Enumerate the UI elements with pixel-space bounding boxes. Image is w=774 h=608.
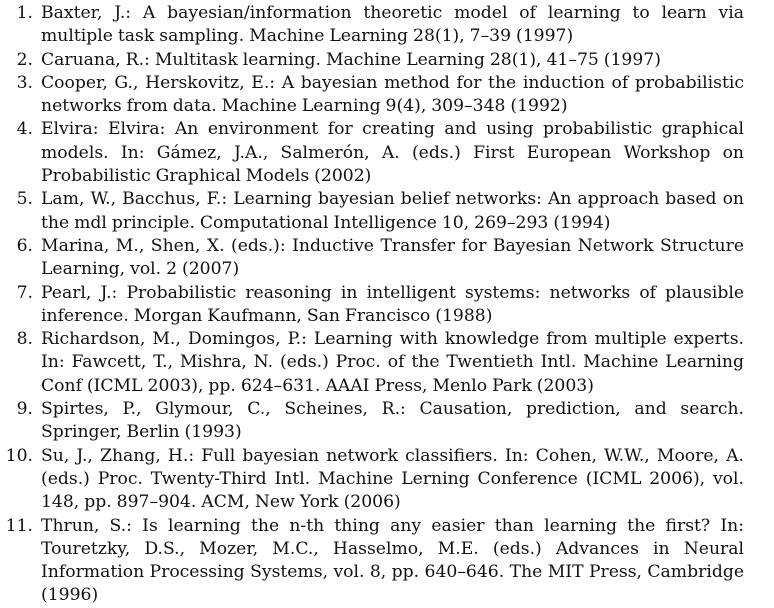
reference-number: 4. <box>16 119 33 140</box>
reference-item <box>0 118 774 188</box>
reference-text: Elvira: Elvira: An environment for creating and using probabilistic graphical models. In: Gámez, J.A., Salmerón, A. (eds.) First European Workshop on Probabilistic Graphical Models (2002) <box>41 119 744 187</box>
reference-text: Baxter, J.: A bayesian/information theoretic model of learning to learn via multiple task sampling. Machine Learning 28(1), 7–39 (1997) <box>41 3 744 47</box>
reference-number: 6. <box>16 235 33 256</box>
reference-item <box>0 515 774 608</box>
reference-list <box>0 2 774 608</box>
reference-text: Spirtes, P., Glymour, C., Scheines, R.: Causation, prediction, and search. Springer, Berlin (1993) <box>41 399 744 443</box>
reference-text: Su, J., Zhang, H.: Full bayesian network classifiers. In: Cohen, W.W., Moore, A. (eds.) Proc. Twenty-Third Intl. Machine Lerning Conference (ICML 2006), vol. 148, pp. 897–904. ACM, New York (2006) <box>41 445 744 513</box>
reference-number: 2. <box>16 49 33 70</box>
reference-number: 8. <box>16 329 33 350</box>
reference-number: 5. <box>16 189 33 210</box>
reference-item <box>0 49 774 72</box>
reference-item <box>0 188 774 235</box>
reference-text: Lam, W., Bacchus, F.: Learning bayesian belief networks: An approach based on the mdl principle. Computational Intelligence 10, 269–293 (1994) <box>41 189 744 233</box>
reference-number: 11. <box>5 515 33 536</box>
reference-text: Caruana, R.: Multitask learning. Machine Learning 28(1), 41–75 (1997) <box>41 49 661 70</box>
reference-text: Cooper, G., Herskovitz, E.: A bayesian method for the induction of probabilistic networks from data. Machine Learning 9(4), 309–348 (1992) <box>41 72 744 117</box>
reference-item <box>0 2 774 49</box>
reference-number: 3. <box>16 72 33 93</box>
reference-number: 7. <box>16 282 33 303</box>
reference-number: 1. <box>16 3 33 23</box>
reference-number: 9. <box>16 399 33 420</box>
reference-item <box>0 72 774 119</box>
reference-item <box>0 445 774 515</box>
reference-text: Thrun, S.: Is learning the n-th thing any easier than learning the first? In: Touretzky, D.S., Mozer, M.C., Hasselmo, M.E. (eds.) Advances in Neural Information Processing Systems, vol. 8, pp. 640–646. The MIT Press, Cambridge (1996) <box>41 515 744 606</box>
reference-number: 10. <box>5 445 33 466</box>
reference-text: Marina, M., Shen, X. (eds.): Inductive Transfer for Bayesian Network Structure Learning, vol. 2 (2007) <box>41 235 744 280</box>
reference-item <box>0 282 774 329</box>
reference-item <box>0 235 774 282</box>
reference-item <box>0 328 774 398</box>
reference-text: Pearl, J.: Probabilistic reasoning in intelligent systems: networks of plausible inference. Morgan Kaufmann, San Francisco (1988) <box>41 282 744 326</box>
reference-item <box>0 398 774 445</box>
reference-text: Richardson, M., Domingos, P.: Learning with knowledge from multiple experts. In: Fawcett, T., Mishra, N. (eds.) Proc. of the Twentieth Intl. Machine Learning Conf (ICML 2003), pp. 624–631. AAAI Press, Menlo Park (2003) <box>41 329 744 396</box>
